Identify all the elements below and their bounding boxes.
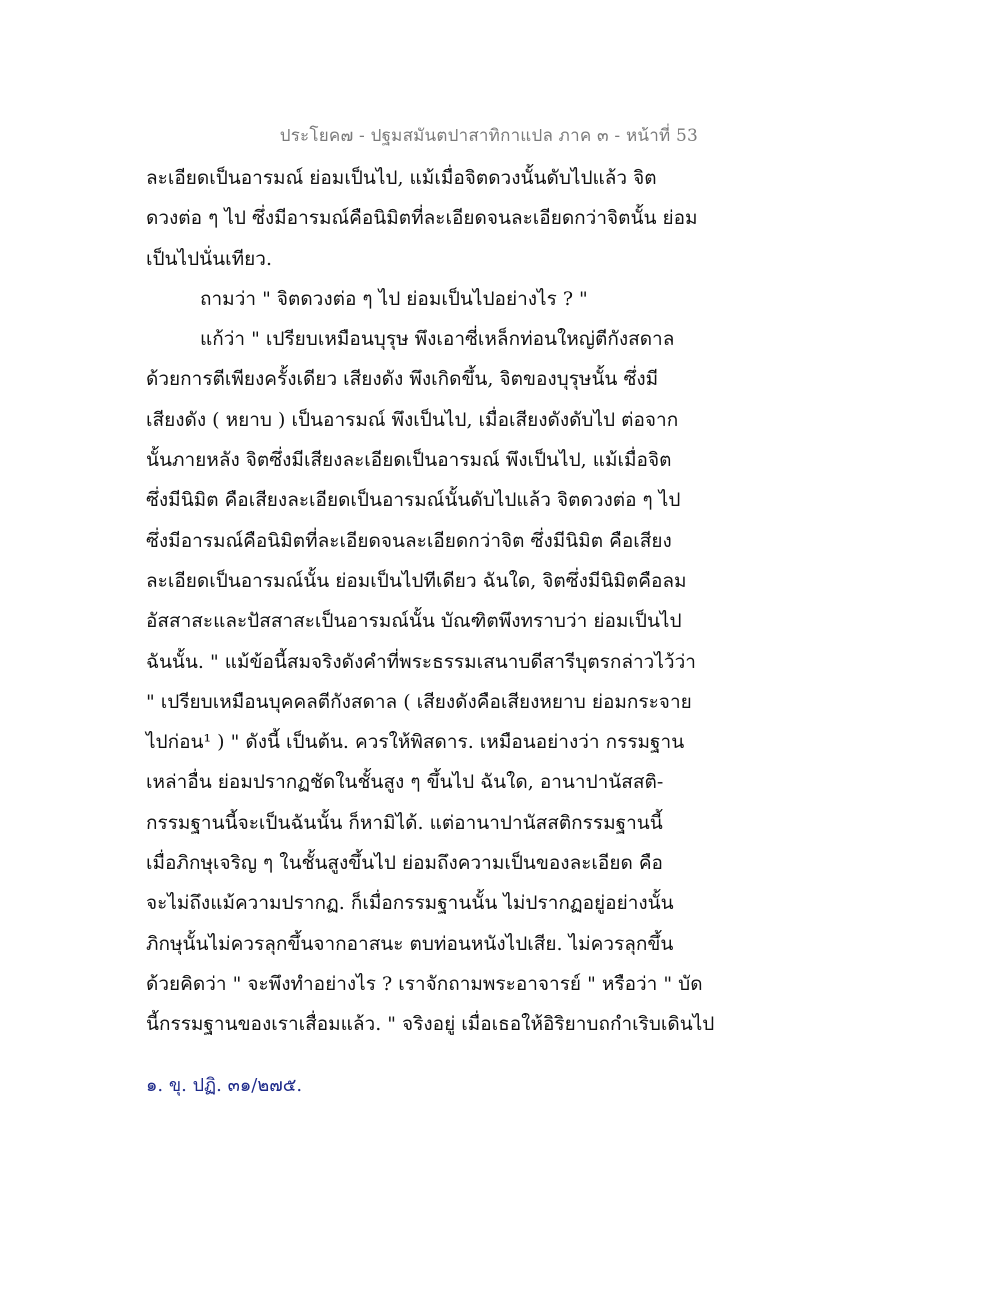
- text-line: ไปก่อน¹ ) " ดังนี้ เป็นต้น. ควรให้พิสดาร. เหมือนอย่างว่า กรรมฐาน: [146, 731, 685, 754]
- text-line: ซึ่งมีนิมิต คือเสียงละเอียดเป็นอารมณ์นั้นดับไปแล้ว จิตดวงต่อ ๆ ไป: [146, 489, 681, 512]
- text-line: " เปรียบเหมือนบุคคลตีกังสดาล ( เสียงดังคือเสียงหยาบ ย่อมกระจาย: [146, 690, 692, 713]
- text-line: ดวงต่อ ๆ ไป ซึ่งมีอารมณ์คือนิมิตที่ละเอียดจนละเอียดกว่าจิตนั้น ย่อม: [146, 207, 698, 230]
- running-header: ประโยค๗ - ปฐมสมันตปาสาทิกาแปล ภาค ๓ - หน้าที่ 53: [279, 126, 698, 146]
- text-line: เสียงดัง ( หยาบ ) เป็นอารมณ์ พึงเป็นไป, เมื่อเสียงดังดับไป ต่อจาก: [146, 408, 679, 431]
- text-line: เป็นไปนั่นเทียว.: [146, 247, 272, 270]
- text-line: ฉันนั้น. " แม้ข้อนี้สมจริงดังคำที่พระธรรมเสนาบดีสารีบุตรกล่าวไว้ว่า: [146, 650, 696, 673]
- text-line: ด้วยการตีเพียงครั้งเดียว เสียงดัง พึงเกิดขึ้น, จิตของบุรุษนั้น ซึ่งมี: [146, 368, 659, 391]
- text-line: นั้นภายหลัง จิตซึ่งมีเสียงละเอียดเป็นอารมณ์ พึงเป็นไป, แม้เมื่อจิต: [146, 449, 672, 472]
- text-line: นี้กรรมฐานของเราเสื่อมแล้ว. " จริงอยู่ เมื่อเธอให้อิริยาบถกำเริบเดินไป: [146, 1013, 715, 1036]
- text-line: อัสสาสะและปัสสาสะเป็นอารมณ์นั้น บัณฑิตพึงทราบว่า ย่อมเป็นไป: [146, 610, 682, 633]
- text-line: ถามว่า " จิตดวงต่อ ๆ ไป ย่อมเป็นไปอย่างไร ? ": [200, 287, 588, 310]
- text-line: ด้วยคิดว่า " จะพึงทำอย่างไร ? เราจักถามพระอาจารย์ " หรือว่า " บัด: [146, 972, 703, 995]
- text-line: ละเอียดเป็นอารมณ์ ย่อมเป็นไป, แม้เมื่อจิตดวงนั้นดับไปแล้ว จิต: [146, 167, 657, 189]
- text-line: ภิกษุนั้นไม่ควรลุกขึ้นจากอาสนะ ตบท่อนหนังไปเสีย. ไม่ควรลุกขึ้น: [146, 932, 674, 955]
- body-text: [146, 158, 715, 1045]
- footnote: ๑. ขุ. ปฏิ. ๓๑/๒๗๕.: [146, 1075, 303, 1096]
- text-line: แก้ว่า " เปรียบเหมือนบุรุษ พึงเอาซี่เหล็กท่อนใหญ่ตีกังสดาล: [200, 328, 675, 351]
- text-line: ละเอียดเป็นอารมณ์นั้น ย่อมเป็นไปทีเดียว ฉันใด, จิตซึ่งมีนิมิตคือลม: [146, 569, 687, 592]
- text-line: เหล่าอื่น ย่อมปรากฏชัดในชั้นสูง ๆ ขึ้นไป ฉันใด, อานาปานัสสติ-: [146, 771, 664, 794]
- text-line: จะไม่ถึงแม้ความปรากฏ. ก็เมื่อกรรมฐานนั้น ไม่ปรากฏอยู่อย่างนั้น: [146, 892, 674, 915]
- text-line: ซึ่งมีอารมณ์คือนิมิตที่ละเอียดจนละเอียดกว่าจิต ซึ่งมีนิมิต คือเสียง: [146, 529, 672, 552]
- text-line: เมื่อภิกษุเจริญ ๆ ในชั้นสูงขึ้นไป ย่อมถึงความเป็นของละเอียด คือ: [146, 852, 663, 875]
- text-line: กรรมฐานนี้จะเป็นฉันนั้น ก็หามิได้. แต่อานาปานัสสติกรรมฐานนี้: [146, 811, 663, 834]
